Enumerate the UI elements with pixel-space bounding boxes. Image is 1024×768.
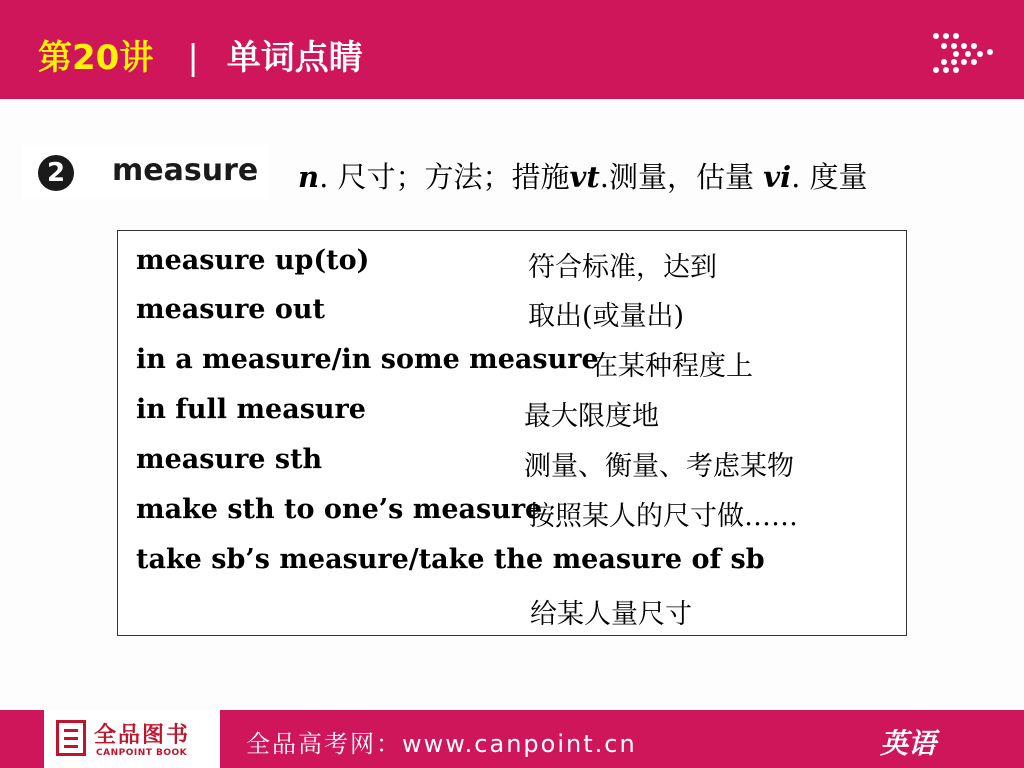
phrase-chinese: 符合标准，达到 [528, 252, 717, 283]
phrase-chinese: 最大限度地 [524, 401, 659, 432]
def-noun: . 尺寸；方法；措施 [319, 160, 570, 194]
lecture-number: 第20讲 [38, 38, 154, 78]
header-bar [0, 0, 1024, 99]
phrase-chinese: 按照某人的尺寸做…… [528, 501, 798, 532]
phrase-english: in full measure [136, 394, 366, 425]
def-vi: . 度量 [791, 160, 868, 194]
phrase-list [117, 230, 907, 636]
header-title [38, 30, 363, 79]
title-separator: | [187, 38, 199, 78]
publisher-logo [44, 710, 220, 768]
publisher-name-en: CANPOINT BOOK [96, 748, 188, 758]
subject-label: 英语 [880, 727, 937, 760]
pos-noun: n [298, 160, 320, 194]
phrase-english: in a measure/in some measure [136, 344, 599, 375]
pos-vi: vi [763, 160, 792, 194]
phrase-english: make sth to one’s measure [136, 494, 543, 525]
phrase-chinese: 取出(或量出) [528, 301, 685, 332]
word-entry [22, 145, 1012, 199]
publisher-logo-icon [56, 720, 86, 756]
pos-vt: vt [569, 160, 600, 194]
word-badge [22, 145, 268, 199]
phrase-chinese: 测量、衡量、考虑某物 [524, 451, 794, 482]
dots-logo-icon [930, 30, 996, 74]
phrase-chinese: 在某种程度上 [591, 351, 753, 382]
website-text: 全品高考网：www.canpoint.cn [246, 730, 637, 758]
phrase-english: take sb’s measure/take the measure of sb [136, 544, 765, 575]
publisher-name-cn: 全品图书 [94, 723, 191, 748]
phrase-english: measure up(to) [136, 245, 370, 276]
word-definition [298, 155, 868, 196]
phrase-english: measure sth [136, 444, 323, 475]
footer-bar [0, 710, 1024, 768]
word-number-badge: 2 [38, 155, 74, 191]
def-vt: .测量，估量 [599, 160, 764, 194]
section-title: 单词点睛 [226, 38, 363, 78]
phrase-chinese: 给某人量尺寸 [530, 599, 692, 630]
phrase-english: measure out [136, 294, 325, 325]
headword: measure [112, 153, 259, 188]
